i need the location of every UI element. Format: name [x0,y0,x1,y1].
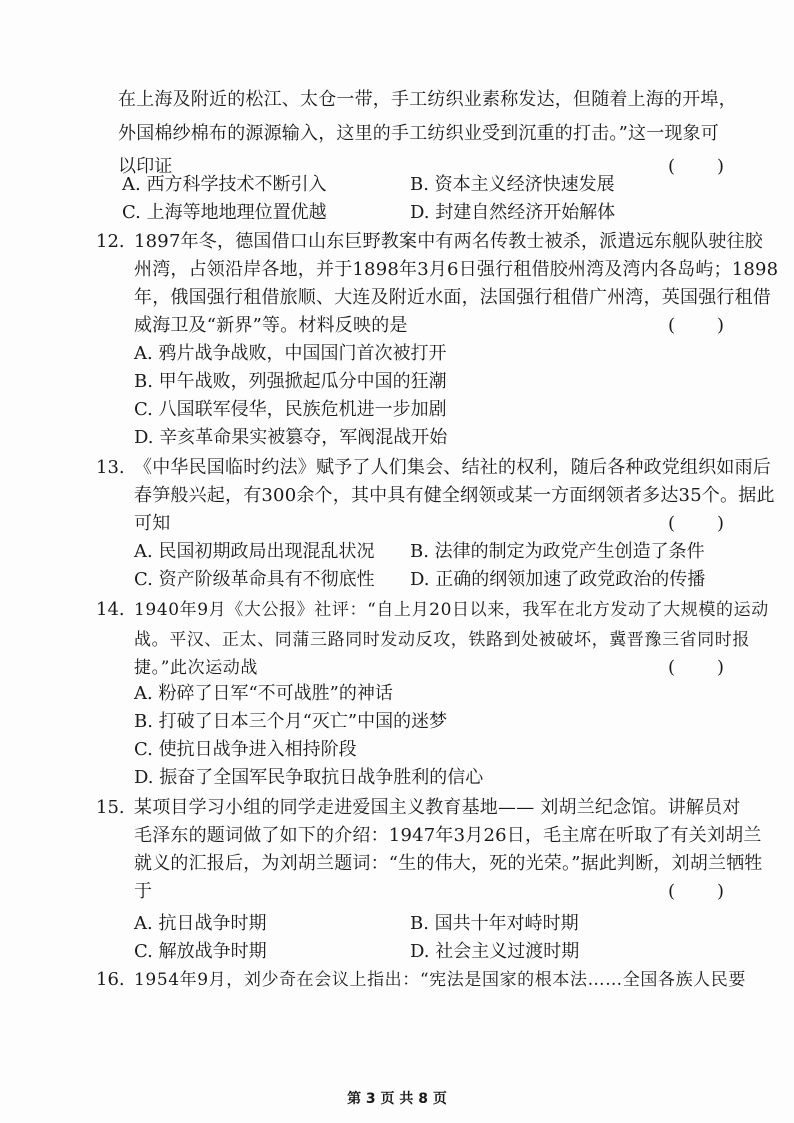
q12-option-a: A. 鸦片战争战败，中国国门首次被打开 [134,343,447,364]
paren-close: ) [716,315,724,336]
paren-close: ) [716,156,724,177]
q12-stem-line-4: 威海卫及“新界”等。材料反映的是 [134,315,408,336]
q14-number: 14. [96,599,125,620]
paren-close: ) [716,513,724,534]
q12-stem-line-1: 1897年冬，德国借口山东巨野教案中有两名传教士被杀，派遣远东舰队驶往胶 [134,231,764,252]
paren-open: ( [668,315,676,336]
q13-option-b: B. 法律的制定为政党产生创造了条件 [410,541,705,562]
q14-answer-paren [668,654,724,682]
q15-option-d: D. 社会主义过渡时期 [410,941,580,962]
paren-open: ( [668,657,676,678]
paren-open: ( [668,881,676,902]
q13-number: 13. [96,457,125,478]
q14-stem-line-3: 捷。”此次运动战 [134,658,258,678]
q11-option-d: D. 封建自然经济开始解体 [410,202,616,223]
paren-close: ) [716,881,724,902]
q12-option-b: B. 甲午战败，列强掀起瓜分中国的狂潮 [134,371,447,392]
q12-stem-line-3: 年，俄国强行租借旅顺、大连及附近水面，法国强行租借广州湾，英国强行租借 [134,287,771,308]
paren-open: ( [668,513,676,534]
page-number-footer: 第 3 页 共 8 页 [347,1091,447,1107]
q15-option-c: C. 解放战争时期 [134,941,267,962]
q16-stem-line-1: 1954年9月，刘少奇在会议上指出：“宪法是国家的根本法……全国各族人民要 [134,970,746,990]
q11-option-c: C. 上海等地地理位置优越 [122,202,327,223]
q12-stem-line-2: 州湾，占领沿岸各地，并于1898年3月6日强行租借胶州湾及湾内各岛屿；1898 [134,259,779,280]
q15-stem-line-1: 某项目学习小组的同学走进爱国主义教育基地—— 刘胡兰纪念馆。讲解员对 [134,797,741,818]
q11-option-a: A. 西方科学技术不断引入 [122,174,327,195]
q11-stem-line-1: 在上海及附近的松江、太仓一带，手工纺织业素称发达，但随着上海的开埠， [118,89,737,110]
q15-option-a: A. 抗日战争时期 [134,913,267,934]
q13-stem-line-2: 春笋般兴起，有300余个，其中具有健全纲领或某一方面纲领者多达35个。据此 [134,485,775,506]
q13-answer-paren [668,510,724,538]
q11-stem-line-3: 以印证 [118,156,173,177]
q15-number: 15. [96,797,125,818]
paren-close: ) [716,657,724,678]
q11-option-b: B. 资本主义经济快速发展 [410,174,615,195]
q14-stem-line-2: 战。平汉、正太、同蒲三路同时发动反攻，铁路到处被破坏，冀晋豫三省同时报 [134,630,750,650]
q15-stem-line-2: 毛泽东的题词做了如下的介绍：1947年3月26日，毛主席在听取了有关刘胡兰 [134,825,762,846]
q14-option-c: C. 使抗日战争进入相持阶段 [134,739,357,760]
q15-answer-paren [668,878,724,906]
paren-open: ( [668,156,676,177]
q12-option-d: D. 辛亥革命果实被篡夺，军阀混战开始 [134,427,448,448]
q11-stem-line-2: 外国棉纱棉布的源源输入，这里的手工纺织业受到沉重的打击。”这一现象可 [118,123,719,144]
q11-answer-paren [668,153,724,181]
q13-option-d: D. 正确的纲领加速了政党政治的传播 [410,569,706,590]
q12-option-c: C. 八国联军侵华，民族危机进一步加剧 [134,399,447,420]
q14-stem-line-1: 1940年9月《大公报》社评：“自上月20日以来，我军在北方发动了大规模的运动 [134,600,769,620]
q16-number: 16. [96,969,125,990]
q12-answer-paren [668,312,724,340]
q13-option-a: A. 民国初期政局出现混乱状况 [134,541,375,562]
q14-option-a: A. 粉碎了日军“不可战胜”的神话 [134,683,393,704]
q14-option-b: B. 打破了日本三个月“灭亡”中国的迷梦 [134,711,448,732]
q12-number: 12. [96,231,125,252]
q15-stem-line-4: 于 [134,881,153,902]
q13-stem-line-1: 《中华民国临时约法》赋予了人们集会、结社的权利，随后各种政党组织如雨后 [134,457,771,478]
q13-stem-line-3: 可知 [134,513,171,534]
q13-option-c: C. 资产阶级革命具有不彻底性 [134,569,375,590]
q15-option-b: B. 国共十年对峙时期 [410,913,579,934]
q15-stem-line-3: 就义的汇报后，为刘胡兰题词：“生的伟大，死的光荣。”据此判断，刘胡兰牺牲 [134,853,763,874]
q14-option-d: D. 振奋了全国军民争取抗日战争胜利的信心 [134,767,484,788]
